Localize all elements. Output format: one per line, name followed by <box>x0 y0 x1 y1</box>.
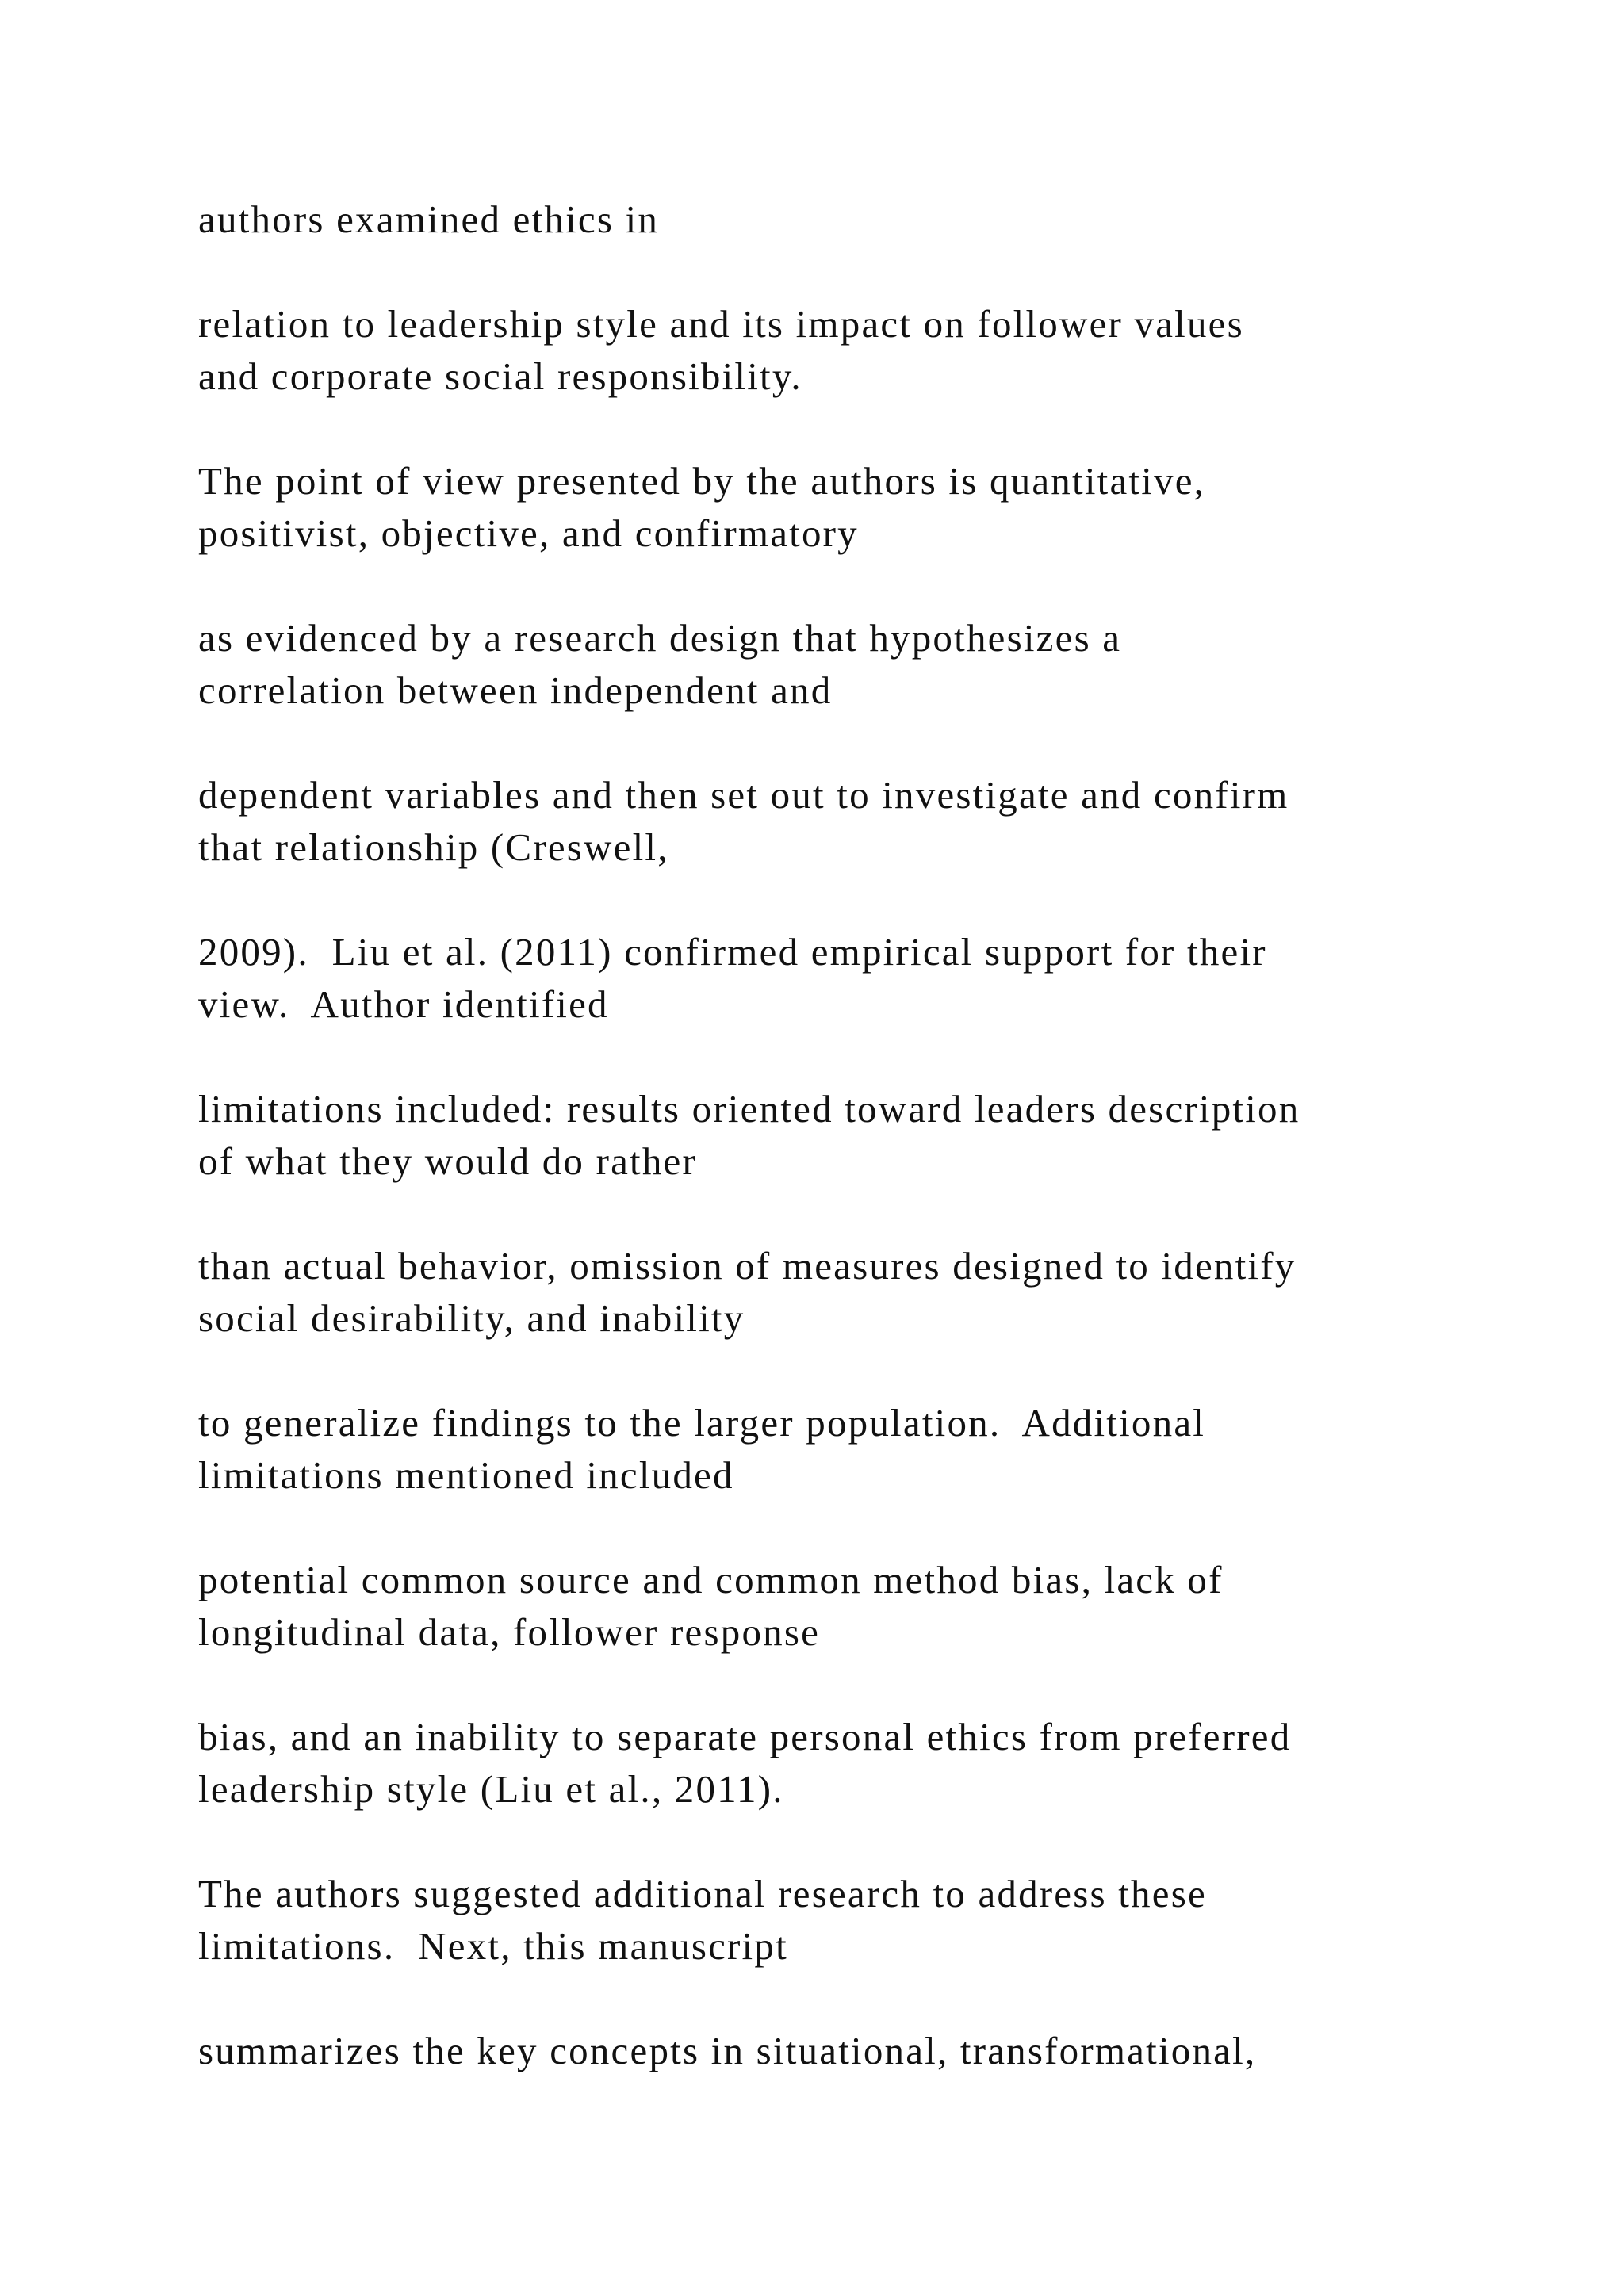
paragraph-12 <box>198 1868 1467 1973</box>
paragraph-7 <box>198 1083 1467 1188</box>
text-line: relation to leadership style and its impact on follower values <box>198 302 1244 346</box>
text-line: that relationship (Creswell, <box>198 825 669 869</box>
paragraph-10 <box>198 1554 1467 1659</box>
text-line: positivist, objective, and confirmatory <box>198 511 859 555</box>
text-line: dependent variables and then set out to investigate and confirm <box>198 773 1289 817</box>
text-line: as evidenced by a research design that hypothesizes a <box>198 616 1122 660</box>
text-line: than actual behavior, omission of measures designed to identify <box>198 1244 1297 1288</box>
paragraph-5 <box>198 769 1467 874</box>
text-line: authors examined ethics in <box>198 197 660 241</box>
paragraph-3 <box>198 455 1467 560</box>
text-line: longitudinal data, follower response <box>198 1610 821 1654</box>
paragraph-1 <box>198 193 1467 246</box>
paragraph-13 <box>198 2025 1467 2077</box>
text-line: potential common source and common method bias, lack of <box>198 1558 1224 1601</box>
paragraph-11 <box>198 1711 1467 1816</box>
text-line: bias, and an inability to separate personal ethics from preferred <box>198 1715 1292 1758</box>
text-line: limitations included: results oriented toward leaders description <box>198 1087 1300 1131</box>
text-line: and corporate social responsibility. <box>198 354 802 398</box>
paragraph-4 <box>198 612 1467 717</box>
text-line: view. Author identified <box>198 982 609 1026</box>
text-line: summarizes the key concepts in situational, transformational, <box>198 2029 1257 2072</box>
paragraph-6 <box>198 926 1467 1031</box>
paragraph-9 <box>198 1397 1467 1502</box>
text-line: leadership style (Liu et al., 2011). <box>198 1767 784 1811</box>
paragraph-2 <box>198 298 1467 403</box>
text-line: correlation between independent and <box>198 668 833 712</box>
text-line: 2009). Liu et al. (2011) confirmed empirical support for their <box>198 930 1267 974</box>
paragraph-8 <box>198 1240 1467 1345</box>
text-line: The point of view presented by the authors is quantitative, <box>198 459 1206 503</box>
text-line: to generalize findings to the larger population. Additional <box>198 1401 1206 1445</box>
text-line: of what they would do rather <box>198 1139 698 1183</box>
text-line: limitations. Next, this manuscript <box>198 1924 788 1968</box>
document-body <box>198 193 1467 2130</box>
text-line: limitations mentioned included <box>198 1453 734 1497</box>
text-line: The authors suggested additional research to address these <box>198 1872 1207 1915</box>
text-line: social desirability, and inability <box>198 1296 745 1340</box>
